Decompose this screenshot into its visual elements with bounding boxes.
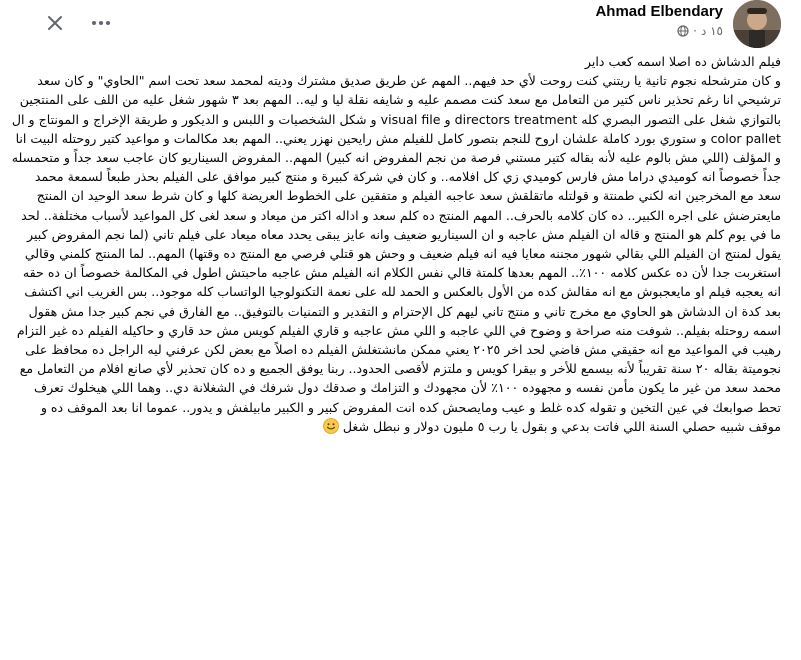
globe-icon[interactable] [677, 25, 689, 37]
post-header [0, 0, 801, 48]
avatar[interactable] [733, 0, 781, 48]
post-meta [595, 24, 723, 38]
post-time[interactable]: ١٥ د [700, 24, 723, 38]
post-text-content: فيلم الدشاش ده اصلا اسمه كعب داير و كان مترشحله نجوم تانية يا ريتني كنت روحت لأي حد فيهم.. المهم عن طريق صديق مشترك وديته لمحمد سعد تحت اسم "الحاوي" و كان سعد ترشيحي انا رغم تحذير ناس كتير من التعامل مع سعد كنت مصمم عليه و شايفه نقلة ليا و ليه.. المهم بعد ٣ شهور شغل عليه من اللف على المنتجين بالتوازي شغل على التصور البصري كله directors treatment و visual file و شكل الشخصيات و اللبس و الديكور و طريقة الإخراج و المونتاج و ال color pallet و ستوري بورد كاملة علشان اروح للنجم بتصور كامل للفيلم مش رايحين نهزر يعني.. المهم بعد مكالمات و مواعيد كتير روحتله البيت انا و المؤلف (اللي مش بالوم عليه لأنه بقاله كتير مستني فرصة من نجم المفروض انه كبير) المهم.. المفروض السيناريو كان عاجب سعد جداً و متحمسله جداً خصوصاً انه كوميدي دراما مش فارس كوميدي زي كل افلامه.. و كان في شركة كبيرة و منتج كبير موافق على الفيلم بحذر طبعاً لسمعة محمد سعد مع المخرجين انه لكني طمنتة و قولتله ماتقلقش سعد عاجبه الفيلم و متفقين على الخطوط العريضة كلها و كان شرط سعد الوحيد ان المنتج مايعترضش على اجره الكبير.. ده كان كلامه بالحرف.. المهم المنتج ده كلم سعد و اداله اكتر من ميعاد و سعد لغى كل المواعيد لأسباب مختلفة.. لحد ما في يوم كلم هو المنتج و قاله ان الفيلم مش عاجبه و ان السيناريو ضعيف وانه عايز يبقى يحدد معاه ميعاد على فيلم تاني (لما نجم المفروض كبير يقول لمنتج ان الفيلم اللي بقالي شهور مجننه معايا فيه انه فيلم ضعيف و وحش هو قتلي فرصي مع المنتج ده وقتها) المهم.. لما المنتج كلمني وقالي استغربت جدا لأن ده عكس كلامه ١٠٠٪.. المهم بعدها كلمتة قالي نفس الكلام انه الفيلم مش عاجبه ماحبتش اطول في المكالمة خصوصاً ان ده حقه انه يعجبه فيلم او مايعجبوش مع انه مقالش كده من الأول بالعكس و الحمد لله على نعمة التكنولوجيا الواتساب كله موجود.. بس الغريب اني اكتشف بعد كدة ان الدشاش هو الحاوي مع مخرج تاني و منتج تاني ليهم كل الإحترام و التقدير و التمنيات بالتوفيق.. مع الفارق في نجم كبير جدا مش هقول اسمه روحتله بفيلم.. شوفت منه صراحة و وضوح في اللي عاجبه و اللي مش عاجبه و قاري الفيلم كويس مش حد قاري و حاكيله الفيلم ده غير التزام رهيب في المواعيد مع انه حقيقي مش فاضي لحد اخر ٢٠٢٥ يعني ممكن مانشتغلش الفيلم ده اصلاً مع بعض لكن عرفني ليه الراجل ده محافظ على نجوميتة بقاله ٢٠ سنة تقريباً لأنه بيسمع للأخر و بيقرا كويس و ملتزم لأقصى الحدود.. ربنا يوفق الجميع و ده كان تحذير لأي صانع افلام من التعامل مع محمد سعد من غير ما يكون مأمن نفسه و مجهوده ١٠٠٪ لأن مجهودك و التزامك و صدقك دول شرفك في الشغلانة دي.. وهما اللي هيخلوك تعرف تحط صوابعك في عين التخين و تقوله كده غلط و عيب ومايصحش كده انت المفروض كبير و الكبير مابيلفش و يدور.. عموما انا بعد الموقف ده و موقف شبيه حصلي السنة اللي فاتت بدعي و بقول يا رب ٥ مليون دولار و نبطل شغل [11, 54, 781, 434]
post-text [10, 52, 781, 439]
avatar-photo-icon [733, 0, 781, 48]
more-options-button[interactable] [86, 8, 116, 38]
author-name[interactable]: Ahmad Elbendary [595, 3, 723, 20]
post-body [10, 52, 781, 439]
more-options-icon [91, 20, 111, 26]
meta-separator: · [693, 24, 697, 38]
author-block [595, 2, 723, 38]
smiling-face-icon [323, 418, 339, 439]
close-icon [47, 15, 63, 31]
close-button[interactable] [40, 8, 70, 38]
